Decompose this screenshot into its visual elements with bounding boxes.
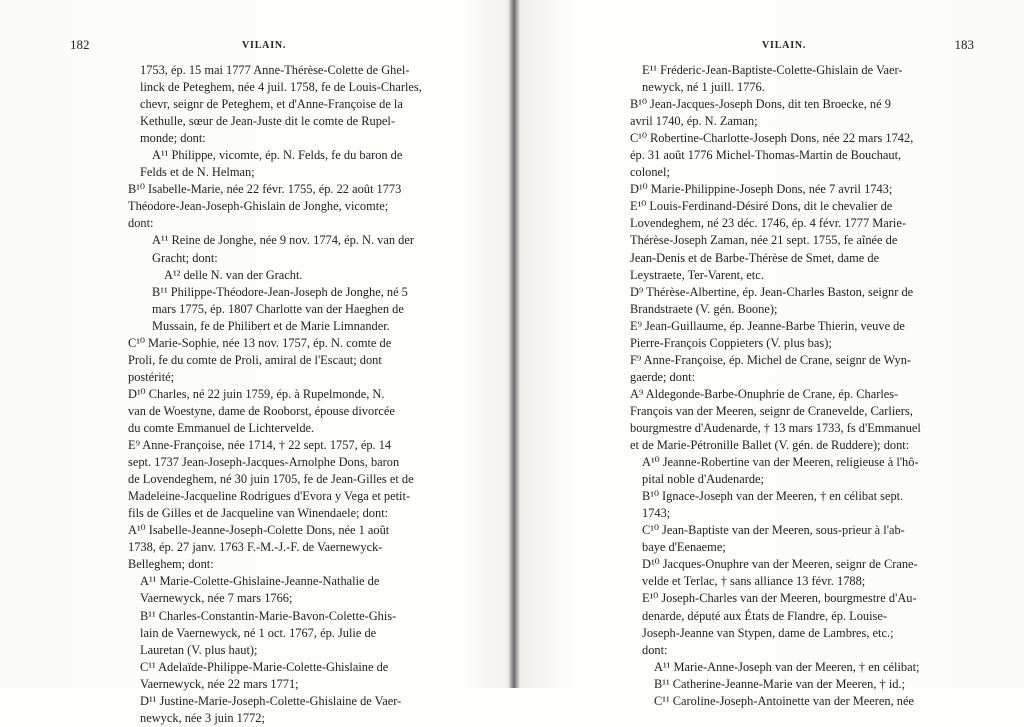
text-line: A¹¹ Marie-Anne-Joseph van der Meeren, † en célibat; — [654, 659, 920, 674]
text-line: E⁹ Jean-Guillaume, ép. Jeanne-Barbe Thierin, veuve de — [630, 318, 905, 333]
text-line: C¹¹ Adelaïde-Philippe-Marie-Colette-Ghislaine de — [140, 659, 389, 674]
text-line: D⁹ Thérèse-Albertine, ép. Jean-Charles Baston, seignr de — [630, 284, 914, 299]
text-line: Madeleine-Jacqueline Rodrigues d'Evora y Vega et petit- — [128, 489, 411, 504]
page-number: 183 — [954, 37, 974, 52]
text-line: E¹⁰ Joseph-Charles van der Meeren, bourgmestre d'Au- — [642, 591, 917, 606]
right-page — [512, 0, 1024, 708]
text-line: B¹⁰ Isabelle-Marie, née 22 févr. 1755, ép. 22 août 1773 — [128, 182, 402, 197]
page-body — [128, 62, 446, 727]
text-line: colonel; — [630, 165, 670, 180]
text-line: et de Marie-Pétronille Ballet (V. gén. de Ruddere); dont: — [630, 438, 910, 453]
text-line: A¹¹ Marie-Colette-Ghislaine-Jeanne-Nathalie de — [140, 574, 380, 589]
text-line: gaerde; dont: — [630, 369, 696, 384]
text-line: B¹⁰ Ignace-Joseph van der Meeren, † en célibat sept. — [642, 489, 904, 504]
text-line: B¹⁰ Jean-Jacques-Joseph Dons, dit ten Broecke, né 9 — [630, 97, 891, 112]
text-line: B¹¹ Catherine-Jeanne-Marie van der Meeren, † id.; — [654, 676, 906, 691]
text-line: A¹² delle N. van der Gracht. — [164, 267, 303, 282]
text-line: sept. 1737 Jean-Joseph-Jacques-Arnolphe Dons, baron — [128, 455, 400, 470]
text-line: Lovendeghem, né 23 déc. 1746, ép. 4 févr. 1777 Marie- — [630, 216, 906, 231]
text-line: Brandstraete (V. gén. Boone); — [630, 301, 778, 316]
text-line: mars 1775, ép. 1807 Charlotte van der Haeghen de — [152, 301, 404, 316]
text-line: A¹¹ Philippe, vicomte, ép. N. Felds, fe du baron de — [152, 148, 403, 163]
text-line: A⁹ Aldegonde-Barbe-Onuphrie de Crane, ép. Charles- — [630, 386, 899, 401]
text-line: D¹⁰ Marie-Philippine-Joseph Dons, née 7 avril 1743; — [630, 182, 893, 197]
text-line: postérité; — [128, 369, 175, 384]
text-line: 1738, ép. 27 janv. 1763 F.-M.-J.-F. de Vaernewyck- — [128, 540, 383, 555]
text-line: D¹⁰ Jacques-Onuphre van der Meeren, seignr de Crane- — [642, 557, 918, 572]
text-line: Joseph-Jeanne van Stypen, dame de Lambres, etc.; — [642, 625, 894, 640]
text-line: 1753, ép. 15 mai 1777 Anne-Thérèse-Colette de Ghel- — [140, 63, 410, 77]
text-line: Vaernewyck, née 7 mars 1766; — [140, 591, 293, 606]
text-line: Lauretan (V. plus haut); — [140, 642, 258, 657]
text-line: B¹¹ Philippe-Théodore-Jean-Joseph de Jonghe, né 5 — [152, 284, 408, 299]
text-line: Proli, fe du comte de Proli, amiral de l'Escaut; dont — [128, 352, 382, 367]
text-line: A¹⁰ Jeanne-Robertine van der Meeren, religieuse à l'hô- — [642, 455, 919, 470]
text-line: denarde, député aux États de Flandre, ép. Louise- — [642, 608, 887, 623]
text-line: Thérèse-Joseph Zaman, née 21 sept. 1755, fe aînée de — [630, 233, 898, 248]
text-line: ép. 31 août 1776 Michel-Thomas-Martin de Bouchaut, — [630, 148, 902, 163]
text-line: dont: — [642, 642, 668, 657]
text-line: Théodore-Jean-Joseph-Ghislain de Jonghe, vicomte; — [128, 199, 389, 214]
text-line: de Lovendeghem, né 30 juin 1705, fe de Jean-Gilles et de — [128, 472, 414, 487]
text-line: D¹¹ Justine-Marie-Joseph-Colette-Ghislaine de Vaer- — [140, 693, 402, 708]
text-line: Vaernewyck, née 22 mars 1771; — [140, 676, 299, 691]
running-head: VILAIN. — [762, 40, 807, 51]
text-line: E⁹ Anne-Françoise, née 1714, † 22 sept. 1757, ép. 14 — [128, 438, 392, 453]
text-line: Leystraete, Ter-Varent, etc. — [630, 267, 764, 282]
text-line: A¹¹ Reine de Jonghe, née 9 nov. 1774, ép. N. van der — [152, 233, 414, 248]
text-line: newyck, né 1 juill. 1776. — [642, 80, 765, 95]
text-line: Felds et de N. Helman; — [140, 165, 255, 180]
text-line: Belleghem; dont: — [128, 557, 214, 572]
text-line: fils de Gilles et de Jacqueline van Winendaele; dont: — [128, 506, 389, 521]
text-line: lain de Vaernewyck, né 1 oct. 1767, ép. Julie de — [140, 625, 377, 640]
text-line: B¹¹ Charles-Constantin-Marie-Bavon-Colette-Ghis- — [140, 608, 397, 623]
text-line: newyck, née 3 juin 1772; — [140, 710, 265, 725]
text-line: E¹¹ Fréderic-Jean-Baptiste-Colette-Ghislain de Vaer- — [642, 63, 903, 77]
text-line: monde; dont: — [140, 131, 206, 146]
text-line: pital noble d'Audenarde; — [642, 472, 764, 487]
text-line: Gracht; dont: — [152, 250, 218, 265]
text-line: velde et Terlac, † sans alliance 13 févr. 1788; — [642, 574, 866, 589]
page-body — [630, 62, 966, 710]
text-line: chevr, seignr de Peteghem, et d'Anne-Françoise de la — [140, 97, 403, 112]
running-head: VILAIN. — [242, 40, 287, 51]
text-line: E¹⁰ Louis-Ferdinand-Désiré Dons, dit le chevalier de — [630, 199, 893, 214]
text-line: F⁹ Anne-Françoise, ép. Michel de Crane, seignr de Wyn- — [630, 352, 912, 367]
text-line: avril 1740, ép. N. Zaman; — [630, 114, 758, 129]
text-line: Kethulle, sœur de Jean-Juste dit le comte de Rupel- — [140, 114, 395, 129]
text-line: 1743; — [642, 506, 671, 521]
text-line: A¹⁰ Isabelle-Jeanne-Joseph-Colette Dons, née 1 août — [128, 523, 390, 538]
text-line: dont: — [128, 216, 154, 231]
text-line: du comte Emmanuel de Lichtervelde. — [128, 420, 315, 435]
text-line: Pierre-François Coppieters (V. plus bas); — [630, 335, 832, 350]
text-line: Mussain, fe de Philibert et de Marie Limnander. — [152, 318, 390, 333]
text-line: van de Woestyne, dame de Rooborst, épouse divorcée — [128, 403, 395, 418]
text-line: François van der Meeren, seignr de Cranevelde, Carliers, — [630, 403, 913, 418]
text-line: D¹⁰ Charles, né 22 juin 1759, ép. à Rupelmonde, N. — [128, 386, 385, 401]
text-line: linck de Peteghem, née 4 juil. 1758, fe de Louis-Charles, — [140, 80, 422, 95]
text-line: C¹⁰ Jean-Baptiste van der Meeren, sous-prieur à l'ab- — [642, 523, 905, 538]
text-line: Jean-Denis et de Barbe-Thérèse de Smet, dame de — [630, 250, 880, 265]
text-line: C¹⁰ Robertine-Charlotte-Joseph Dons, née 22 mars 1742, — [630, 131, 914, 146]
text-line: C¹⁰ Marie-Sophie, née 13 nov. 1757, ép. N. comte de — [128, 335, 392, 350]
page-number: 182 — [70, 37, 90, 52]
left-page — [0, 0, 512, 725]
text-line: baye d'Eenaeme; — [642, 540, 726, 555]
text-line: C¹¹ Caroline-Joseph-Antoinette van der Meeren, née — [654, 693, 914, 708]
text-line: bourgmestre d'Audenarde, † 13 mars 1733, fs d'Emmanuel — [630, 420, 921, 435]
